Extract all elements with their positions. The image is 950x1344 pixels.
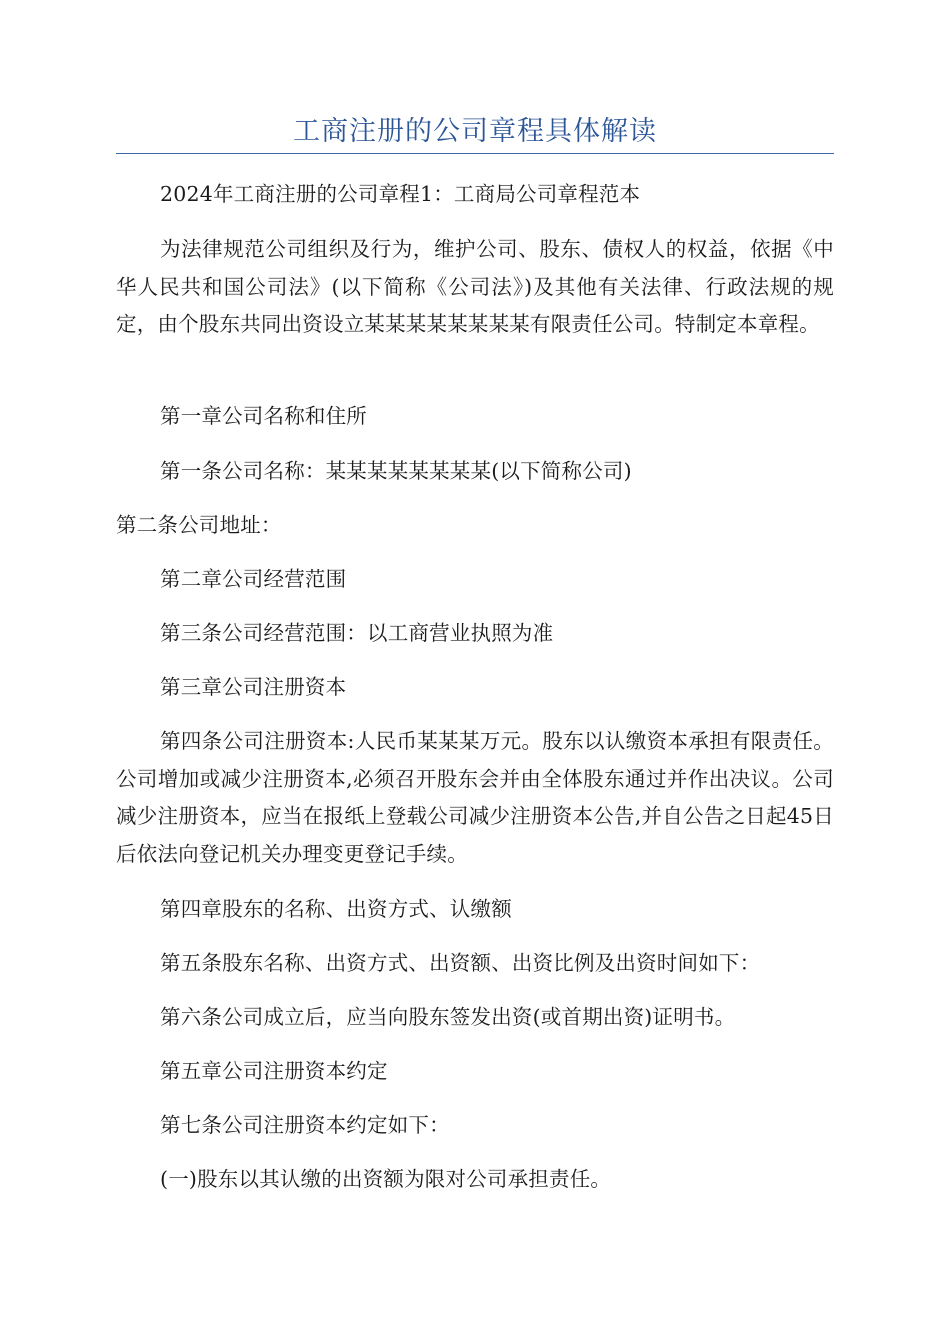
paragraph-10: 第四章股东的名称、出资方式、认缴额: [160, 897, 512, 921]
paragraph-14: 第七条公司注册资本约定如下：: [160, 1113, 450, 1137]
title-underline: [116, 153, 834, 154]
paragraph-1: 2024年工商注册的公司章程1：工商局公司章程范本: [160, 182, 641, 206]
paragraph-7: 第三条公司经营范围：以工商营业执照为准: [160, 621, 554, 645]
paragraph-4: 第一条公司名称：某某某某某某某某(以下简称公司): [160, 459, 632, 483]
paragraph-11: 第五条股东名称、出资方式、出资额、出资比例及出资时间如下：: [160, 951, 761, 975]
paragraph-8: 第三章公司注册资本: [160, 675, 347, 699]
paragraph-15: (一)股东以其认缴的出资额为限对公司承担责任。: [160, 1167, 612, 1191]
paragraph-6: 第二章公司经营范围: [160, 567, 347, 591]
paragraph-9: 第四条公司注册资本:人民币某某某万元。股东以认缴资本承担有限责任。公司增加或减少注册资本,必须召开股东会并由全体股东通过并作出决议。公司减少注册资本，应当在报纸上登载公司减少注册资本公告,并自公告之日起45日后依法向登记机关办理变更登记手续。: [116, 729, 834, 866]
paragraph-12: 第六条公司成立后，应当向股东签发出资(或首期出资)证明书。: [160, 1005, 736, 1029]
document-title: 工商注册的公司章程具体解读: [293, 116, 657, 147]
paragraph-3: 第一章公司名称和住所: [160, 404, 367, 428]
paragraph-5: 第二条公司地址：: [116, 513, 282, 537]
paragraph-2: 为法律规范公司组织及行为，维护公司、股东、债权人的权益，依据《中华人民共和国公司法》(以下简称《公司法》)及其他有关法律、行政法规的规定，由个股东共同出资设立某某某某某某某某有限责任公司。特制定本章程。: [116, 237, 834, 336]
paragraph-13: 第五章公司注册资本约定: [160, 1059, 388, 1083]
